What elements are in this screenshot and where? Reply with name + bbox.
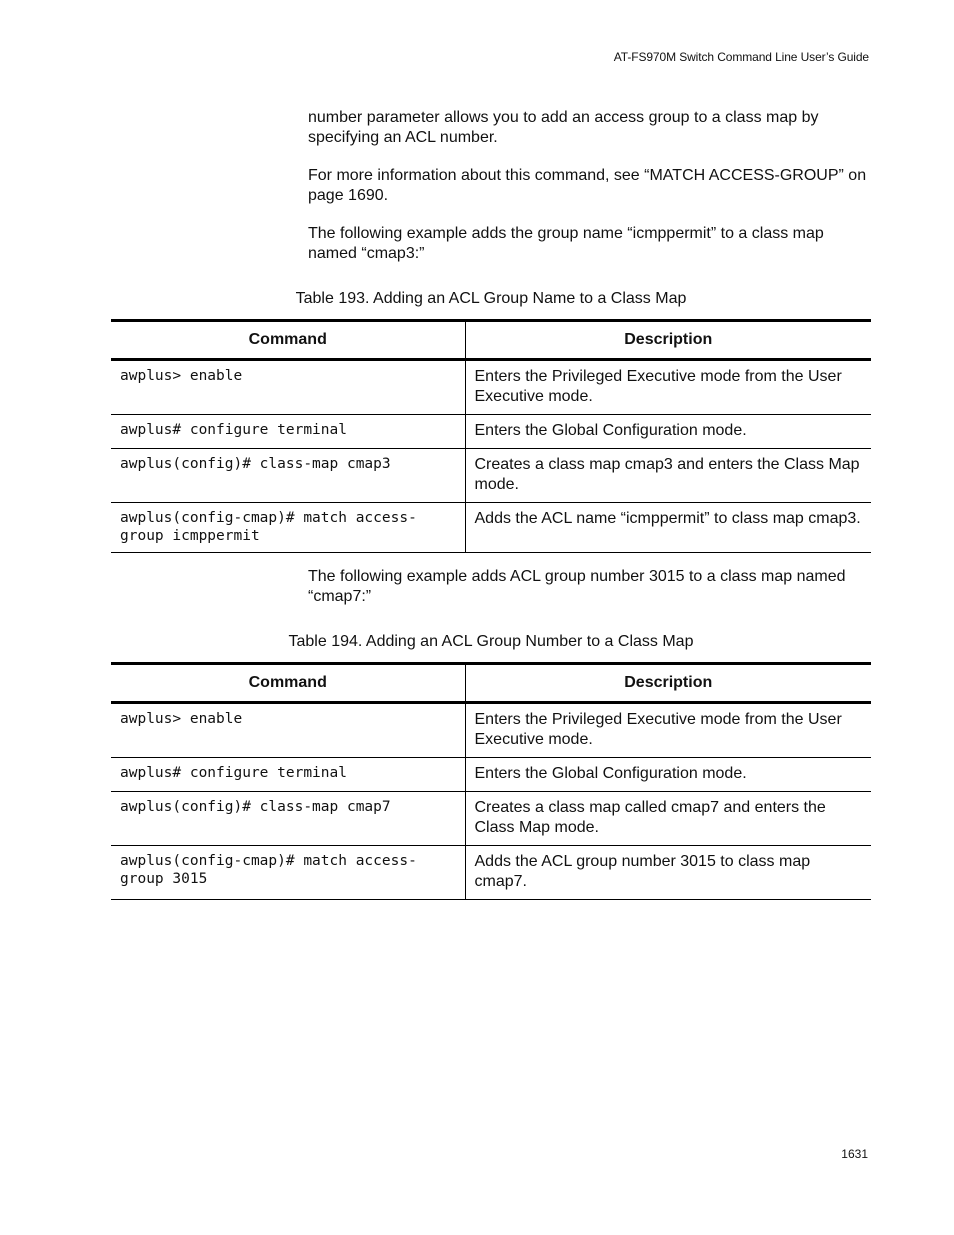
table-caption: Table 194. Adding an ACL Group Number to a Class Map <box>288 633 694 650</box>
description-cell: Adds the ACL group number 3015 to class map cmap7. <box>465 846 871 900</box>
table-row <box>111 360 871 415</box>
description-cell: Creates a class map called cmap7 and enters the Class Map mode. <box>465 792 871 846</box>
table-row <box>111 792 871 846</box>
column-header-command: Command <box>111 664 465 703</box>
table-row <box>111 503 871 553</box>
command-cell: awplus(config)# class-map cmap3 <box>111 449 465 503</box>
column-header-command: Command <box>111 321 465 360</box>
column-header-description: Description <box>465 321 871 360</box>
description-cell: Enters the Global Configuration mode. <box>465 758 871 792</box>
command-table-193 <box>111 319 871 553</box>
table-row <box>111 449 871 503</box>
description-cell: Enters the Privileged Executive mode from the User Executive mode. <box>465 360 871 415</box>
column-header-description: Description <box>465 664 871 703</box>
command-cell: awplus> enable <box>111 703 465 758</box>
body-paragraph: The following example adds ACL group number 3015 to a class map named “cmap7:” <box>308 568 846 605</box>
table-row <box>111 846 871 900</box>
body-paragraph: number parameter allows you to add an access group to a class map by specifying an ACL number. <box>308 109 819 146</box>
command-cell: awplus# configure terminal <box>111 415 465 449</box>
description-cell: Adds the ACL name “icmppermit” to class map cmap3. <box>465 503 871 553</box>
command-cell: awplus(config-cmap)# match access-group 3015 <box>111 846 465 900</box>
table-header-row <box>111 321 871 360</box>
running-header: AT-FS970M Switch Command Line User’s Guide <box>613 50 869 64</box>
table-header-row <box>111 664 871 703</box>
command-cell: awplus> enable <box>111 360 465 415</box>
body-paragraph: For more information about this command, see “MATCH ACCESS-GROUP” on page 1690. <box>308 167 867 204</box>
command-cell: awplus(config-cmap)# match access-group icmppermit <box>111 503 465 553</box>
command-table-194 <box>111 662 871 900</box>
description-cell: Enters the Global Configuration mode. <box>465 415 871 449</box>
page-number: 1631 <box>841 1147 868 1161</box>
table-row <box>111 758 871 792</box>
command-cell: awplus(config)# class-map cmap7 <box>111 792 465 846</box>
description-cell: Creates a class map cmap3 and enters the Class Map mode. <box>465 449 871 503</box>
command-cell: awplus# configure terminal <box>111 758 465 792</box>
description-cell: Enters the Privileged Executive mode from the User Executive mode. <box>465 703 871 758</box>
table-row <box>111 703 871 758</box>
table-row <box>111 415 871 449</box>
body-paragraph: The following example adds the group name “icmppermit” to a class map named “cmap3:” <box>308 225 824 262</box>
table-caption: Table 193. Adding an ACL Group Name to a Class Map <box>295 290 687 307</box>
